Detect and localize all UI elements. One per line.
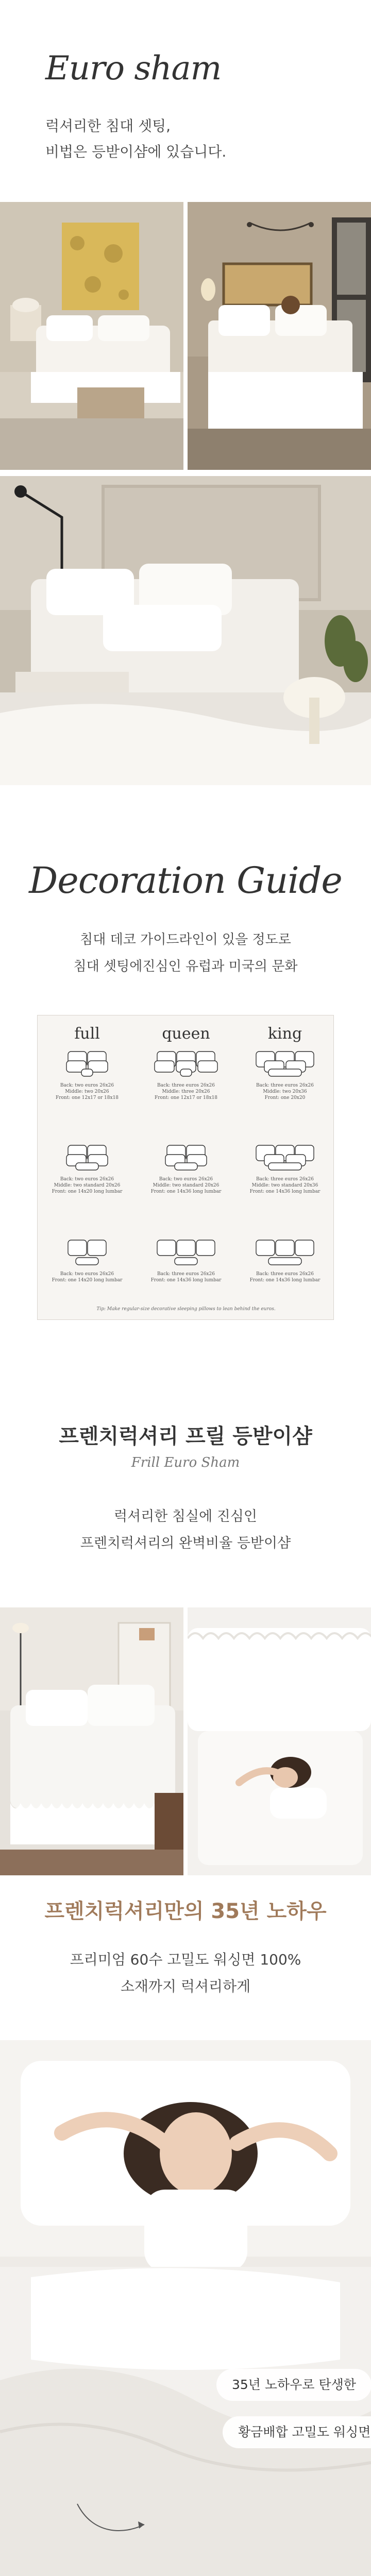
caption-full-3: Back: two euros 26x26 Front: one 14x20 long lumbar (52, 1272, 123, 1283)
euro-pillow (196, 1240, 215, 1256)
hero-title: Euro sham (45, 49, 222, 88)
column-header-queen: queen (162, 1025, 210, 1043)
guide-title: Decoration Guide (29, 859, 342, 902)
caption-queen-2: Back: two euros 26x26 Middle: two standard 20x26 Front: one 14x36 long lumbar (150, 1177, 222, 1194)
bed-lamp-photo (0, 476, 371, 785)
lumbar-pillow (268, 1163, 301, 1170)
knowhow-tag-2: 황금배합 고밀도 워싱면 (223, 2416, 371, 2448)
bedroom-photo-left (0, 202, 183, 470)
guide-desc-line1: 침대 데코 가이드라인이 있을 정도로 (80, 932, 291, 947)
frill-title: 프렌치럭셔리 프릴 등받이샴 (59, 1425, 312, 1448)
knowhow-desc-line2: 소재까지 럭셔리하게 (120, 1978, 251, 1995)
bedroom-photo-right (188, 202, 371, 470)
column-header-king: king (267, 1025, 302, 1043)
caption-full-2: Back: two euros 26x26 Middle: two standard 20x26 Front: one 14x20 long lumbar (52, 1177, 123, 1194)
standard-pillow (155, 1061, 174, 1072)
euro-pillow (88, 1240, 106, 1256)
hero-subtitle-line1: 럭셔리한 침대 셋팅, (45, 117, 171, 134)
caption-king-3: Back: three euros 26x26 Front: one 14x36 long lumbar (249, 1272, 321, 1283)
hero-subtitle-line2: 비법은 등받이샴에 있습니다. (45, 143, 227, 160)
decoration-guide-diagram (37, 1015, 334, 1320)
column-header-full: full (74, 1025, 100, 1043)
woman-smiling-photo (0, 2040, 371, 2576)
euro-pillow (68, 1240, 87, 1256)
euro-pillow (256, 1240, 275, 1256)
frill-desc-line2: 프렌치럭셔리의 완벽비율 등받이샴 (80, 1535, 291, 1551)
caption-queen-3: Back: three euros 26x26 Front: one 14x36 long lumbar (150, 1272, 222, 1283)
woman-resting-photo (188, 1607, 371, 1875)
knowhow-description (0, 1946, 371, 2000)
caption-queen-1: Back: three euros 26x26 Middle: three 20x26 Front: one 12x17 or 18x18 (154, 1083, 218, 1100)
lumbar-pillow (180, 1069, 192, 1076)
lumbar-pillow (268, 1069, 301, 1076)
guide-description (0, 926, 371, 980)
euro-pillow (276, 1240, 294, 1256)
frill-desc-line1: 럭셔리한 침실에 진심인 (114, 1509, 257, 1524)
lumbar-pillow (268, 1258, 301, 1265)
hero-subtitle (45, 113, 226, 165)
knowhow-title: 프렌치럭셔리만의 35년 노하우 (44, 1900, 327, 1923)
knowhow-tag-1: 35년 노하우로 탄생한 (216, 2369, 371, 2401)
knowhow-desc-line1: 프리미엄 60수 고밀도 워싱면 100% (70, 1951, 301, 1968)
frill-subtitle: Frill Euro Sham (131, 1455, 240, 1470)
frill-bed-photo (0, 1607, 183, 1875)
euro-pillow (157, 1240, 176, 1256)
lumbar-pillow (76, 1258, 98, 1265)
lumbar-pillow (175, 1258, 197, 1265)
guide-footnote: Tip: Make regular-size decorative sleeping pillows to lean behind the euros. (96, 1307, 276, 1312)
caption-king-2: Back: three euros 26x26 Middle: two standard 20x36 Front: one 14x36 long lumbar (249, 1177, 321, 1194)
guide-desc-line2: 침대 셋팅에진심인 유럽과 미국의 문화 (73, 959, 298, 974)
lumbar-pillow (175, 1163, 197, 1170)
caption-full-1: Back: two euros 26x26 Middle: two 20x26 Front: one 12x17 or 18x18 (55, 1083, 119, 1100)
lumbar-pillow (81, 1069, 93, 1076)
euro-pillow (295, 1240, 314, 1256)
frill-description (0, 1503, 371, 1557)
lumbar-pillow (76, 1163, 98, 1170)
caption-king-1: Back: three euros 26x26 Middle: two 20x36 Front: one 20x20 (256, 1083, 314, 1100)
euro-pillow (177, 1240, 195, 1256)
standard-pillow (198, 1061, 217, 1072)
